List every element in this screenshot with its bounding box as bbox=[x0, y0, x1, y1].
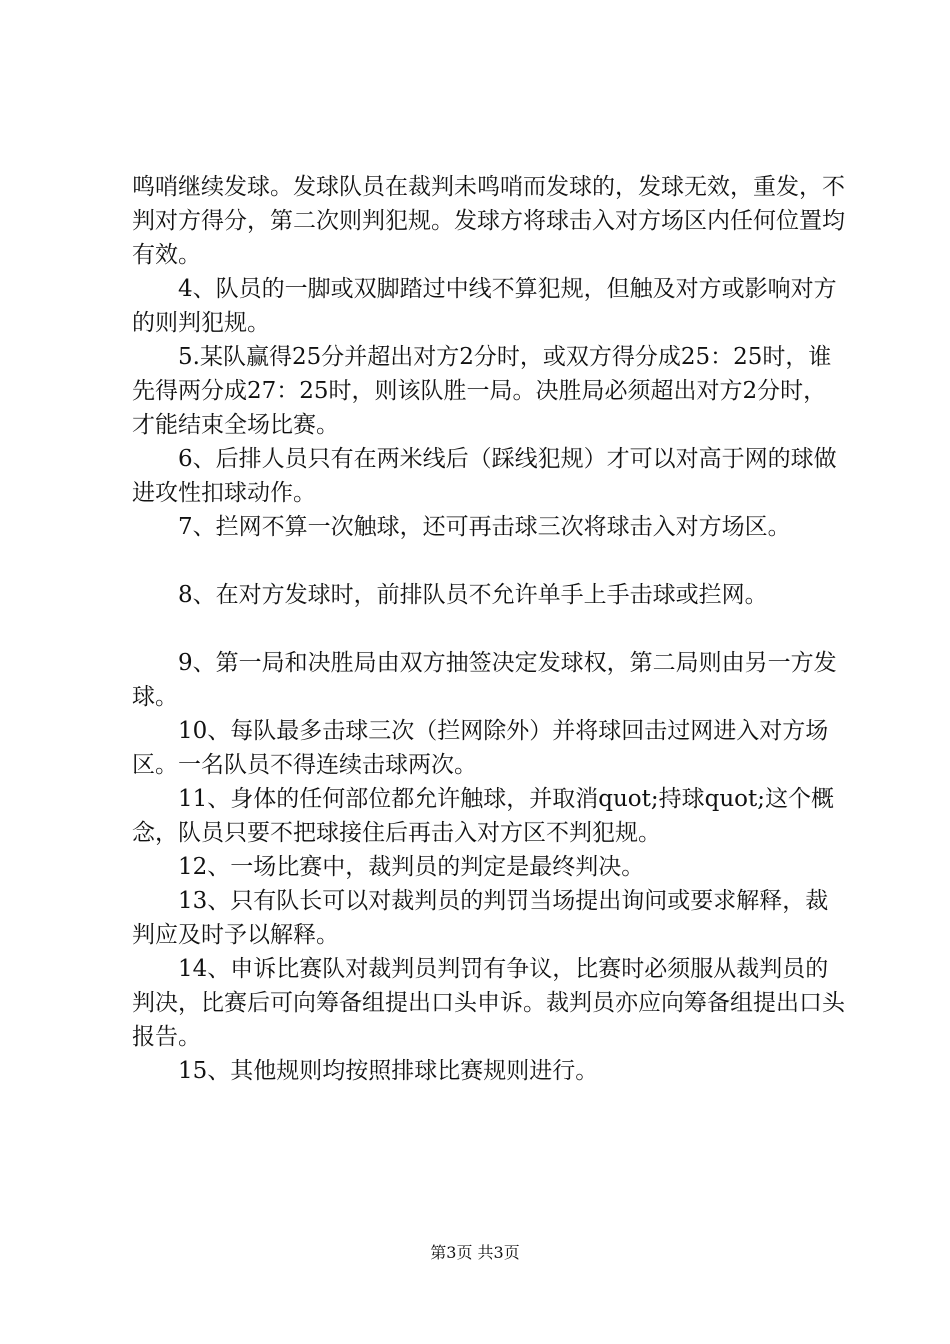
paragraph-continuation: 鸣哨继续发球。发球队员在裁判未鸣哨而发球的，发球无效，重发，不判对方得分，第二次则判犯规。发球方将球击入对方场区内任何位置均有效。 bbox=[132, 174, 845, 268]
paragraph-rule-6: 6、后排人员只有在两米线后（踩线犯规）才可以对高于网的球做进攻性扣球动作。 bbox=[132, 446, 837, 506]
paragraph-rule-8: 8、在对方发球时，前排队员不允许单手上手击球或拦网。 bbox=[178, 582, 768, 608]
page-number-footer: 第3页 共3页 bbox=[430, 1243, 520, 1262]
paragraph-rule-4: 4、队员的一脚或双脚踏过中线不算犯规，但触及对方或影响对方的则判犯规。 bbox=[132, 276, 837, 336]
paragraph-rule-9: 9、第一局和决胜局由双方抽签决定发球权，第二局则由另一方发球。 bbox=[132, 650, 837, 710]
paragraph-rule-5: 5.某队赢得25分并超出对方2分时，或双方得分成25：25时，谁先得两分成27：25时，则该队胜一局。决胜局必须超出对方2分时，才能结束全场比赛。 bbox=[132, 344, 832, 438]
paragraph-rule-14: 14、申诉比赛队对裁判员判罚有争议，比赛时必须服从裁判员的判决，比赛后可向筹备组提出口头申诉。裁判员亦应向筹备组提出口头报告。 bbox=[132, 956, 845, 1050]
paragraph-rule-13: 13、只有队长可以对裁判员的判罚当场提出询问或要求解释，裁判应及时予以解释。 bbox=[132, 888, 829, 948]
paragraph-rule-12: 12、一场比赛中，裁判员的判定是最终判决。 bbox=[178, 854, 645, 880]
paragraph-rule-10: 10、每队最多击球三次（拦网除外）并将球回击过网进入对方场区。一名队员不得连续击球两次。 bbox=[132, 718, 829, 778]
paragraph-rule-7: 7、拦网不算一次触球，还可再击球三次将球击入对方场区。 bbox=[178, 514, 791, 540]
paragraph-rule-11: 11、身体的任何部位都允许触球，并取消quot;持球quot;这个概念，队员只要不把球接住后再击入对方区不判犯规。 bbox=[132, 786, 835, 846]
paragraph-rule-15: 15、其他规则均按照排球比赛规则进行。 bbox=[178, 1058, 599, 1084]
document-body bbox=[132, 170, 847, 1088]
